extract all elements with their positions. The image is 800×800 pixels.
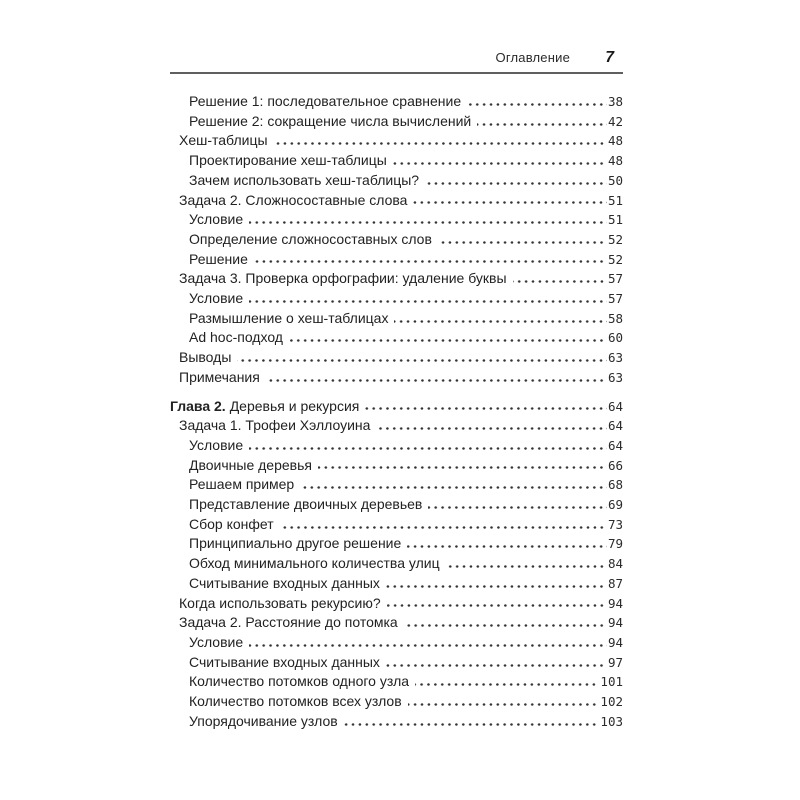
running-title: Оглавление (495, 50, 570, 65)
toc-entry-page: 58 (607, 310, 623, 326)
dot-leader (415, 674, 599, 686)
dot-leader (387, 596, 607, 608)
toc-entry-page: 94 (607, 634, 623, 650)
dot-leader (467, 94, 607, 106)
dot-leader (249, 212, 607, 224)
toc-entry-label: Хеш-таблицы (179, 132, 268, 149)
dot-leader (289, 330, 607, 342)
dot-leader (394, 311, 606, 323)
toc-entry-page: 38 (607, 94, 623, 109)
toc-entry (170, 112, 623, 132)
dot-leader (376, 418, 607, 430)
dot-leader (365, 399, 607, 411)
toc-entry-label: Решение 2: сокращение числа вычислений (189, 112, 472, 129)
header-rule (170, 72, 623, 74)
toc-entry-page: 63 (607, 350, 623, 366)
toc-entry-label: Решение 1: последовательное сравнение (189, 93, 462, 109)
toc-entry (170, 515, 623, 535)
book-page (170, 50, 623, 732)
toc-entry-label: Обход минимального количества улиц (189, 555, 440, 572)
dot-leader (425, 173, 607, 185)
dot-leader (249, 438, 607, 450)
dot-leader (438, 232, 607, 244)
toc-entry-label: Упорядочивание узлов (189, 712, 338, 729)
folio-page-number: 7 (605, 49, 614, 66)
toc-entry-label: Решаем пример (189, 476, 295, 493)
toc-entry-label: Двоичные деревья (189, 456, 312, 473)
dot-leader (300, 477, 607, 489)
toc-entry-label (170, 397, 359, 417)
toc-entry (170, 289, 623, 309)
toc-entry-label: Условие (189, 633, 244, 650)
toc-entry-label: Когда использовать рекурсию? (179, 594, 381, 611)
chapter-number-bold: Глава 2. (170, 397, 226, 414)
dot-leader (408, 694, 600, 706)
toc-entry-label: Задача 1. Трофеи Хэллоуина (179, 417, 371, 434)
toc-entry-page: 102 (600, 694, 623, 710)
toc-entry-page: 69 (607, 497, 623, 513)
toc-entry-label: Условие (189, 211, 244, 228)
toc-entry-page: 51 (607, 192, 623, 208)
toc-entry (170, 436, 623, 456)
dot-leader (280, 517, 607, 529)
toc-entry-page: 57 (607, 271, 623, 287)
toc-entry-label: Количество потомков одного узла (189, 673, 410, 690)
toc-entry (170, 456, 623, 476)
toc-entry-page: 103 (600, 713, 623, 729)
dot-leader (249, 635, 607, 647)
toc-entry-label: Представление двоичных деревьев (189, 496, 423, 513)
toc-entry (170, 348, 623, 368)
toc-entry-page: 101 (600, 674, 623, 690)
toc-entry-page: 97 (607, 654, 623, 670)
toc-entry-label: Принципиально другое решение (189, 535, 402, 552)
toc-entry (170, 712, 623, 732)
toc-entry-page: 64 (607, 398, 623, 414)
toc-entry-page: 63 (607, 369, 623, 385)
toc-entry-page: 87 (607, 575, 623, 591)
toc-entry-page: 68 (607, 477, 623, 493)
toc-entry (170, 613, 623, 633)
dot-leader (477, 114, 607, 126)
toc-entry (170, 171, 623, 191)
toc-entry-page: 48 (607, 153, 623, 169)
toc-entry-label: Определение сложносоставных слов (189, 230, 432, 247)
toc-entry (170, 594, 623, 614)
dot-leader (404, 615, 607, 627)
toc-entry-page: 79 (607, 536, 623, 552)
toc-entry-label: Считывание входных данных (189, 653, 380, 670)
dot-leader (344, 714, 600, 726)
toc-entry-label: Количество потомков всех узлов (189, 693, 402, 710)
toc-entry-label: Задача 3. Проверка орфографии: удаление буквы (179, 270, 507, 287)
dot-leader (386, 576, 607, 588)
toc-entry (170, 368, 623, 388)
toc-entry-label: Выводы (179, 349, 232, 366)
toc-entry (170, 416, 623, 436)
toc-entry-page: 42 (607, 113, 623, 129)
toc-entry (170, 672, 623, 692)
page-header (170, 50, 623, 66)
toc-entry-page: 52 (607, 231, 623, 247)
toc-entry-page: 94 (607, 615, 623, 631)
toc-entry-page: 57 (607, 291, 623, 307)
toc-entry-page: 94 (607, 595, 623, 611)
toc-entry-label: Условие (189, 436, 244, 453)
toc-entry-page: 51 (607, 212, 623, 228)
toc-entry (170, 534, 623, 554)
dot-leader (413, 193, 606, 205)
toc-entry (170, 692, 623, 712)
toc-entry (170, 191, 623, 211)
dot-leader (249, 291, 607, 303)
toc-entry (170, 269, 623, 289)
toc-entry-page: 64 (607, 418, 623, 434)
toc-entry-label: Ad hoc-подход (189, 329, 283, 346)
toc-entry (170, 653, 623, 673)
dot-leader (254, 252, 607, 264)
toc-entry-label: Условие (189, 290, 244, 307)
toc-entry-label: Решение (189, 250, 248, 267)
toc-entry-page: 64 (607, 437, 623, 453)
toc-list (170, 92, 623, 732)
toc-entry-label: Задача 2. Расстояние до потомка (179, 614, 398, 631)
dot-leader (237, 350, 607, 362)
dot-leader (446, 556, 607, 568)
toc-entry-page: 52 (607, 251, 623, 267)
toc-entry (170, 250, 623, 270)
dot-leader (407, 536, 607, 548)
toc-entry (170, 92, 623, 112)
toc-entry-page: 66 (607, 457, 623, 473)
dot-leader (266, 370, 607, 382)
dot-leader (318, 458, 607, 470)
toc-entry-label: Примечания (179, 368, 260, 385)
toc-entry-label: Размышление о хеш-таблицах (189, 309, 389, 326)
toc-entry-label: Задача 2. Сложносоставные слова (179, 191, 408, 208)
toc-entry-label: Зачем использовать хеш-таблицы? (189, 171, 420, 188)
dot-leader (386, 655, 607, 667)
toc-entry-label: Проектирование хеш-таблицы (189, 152, 387, 169)
toc-entry-page: 84 (607, 556, 623, 572)
toc-entry-label: Сбор конфет (189, 515, 274, 532)
toc-entry (170, 230, 623, 250)
chapter-title-text: Деревья и рекурсия (229, 397, 360, 414)
dot-leader (393, 153, 607, 165)
toc-entry (170, 309, 623, 329)
toc-entry-page: 73 (607, 516, 623, 532)
toc-entry (170, 151, 623, 171)
toc-entry (170, 633, 623, 653)
dot-leader (428, 497, 607, 509)
toc-entry (170, 554, 623, 574)
toc-entry-page: 48 (607, 133, 623, 149)
toc-entry-page: 50 (607, 172, 623, 188)
dot-leader (513, 271, 607, 283)
toc-entry (170, 131, 623, 151)
toc-entry-label: Считывание входных данных (189, 574, 380, 591)
toc-entry (170, 328, 623, 348)
toc-entry (170, 397, 623, 417)
toc-entry (170, 495, 623, 515)
toc-entry (170, 475, 623, 495)
toc-entry (170, 574, 623, 594)
toc-entry-page: 60 (607, 330, 623, 346)
dot-leader (274, 133, 607, 145)
toc-entry (170, 210, 623, 230)
